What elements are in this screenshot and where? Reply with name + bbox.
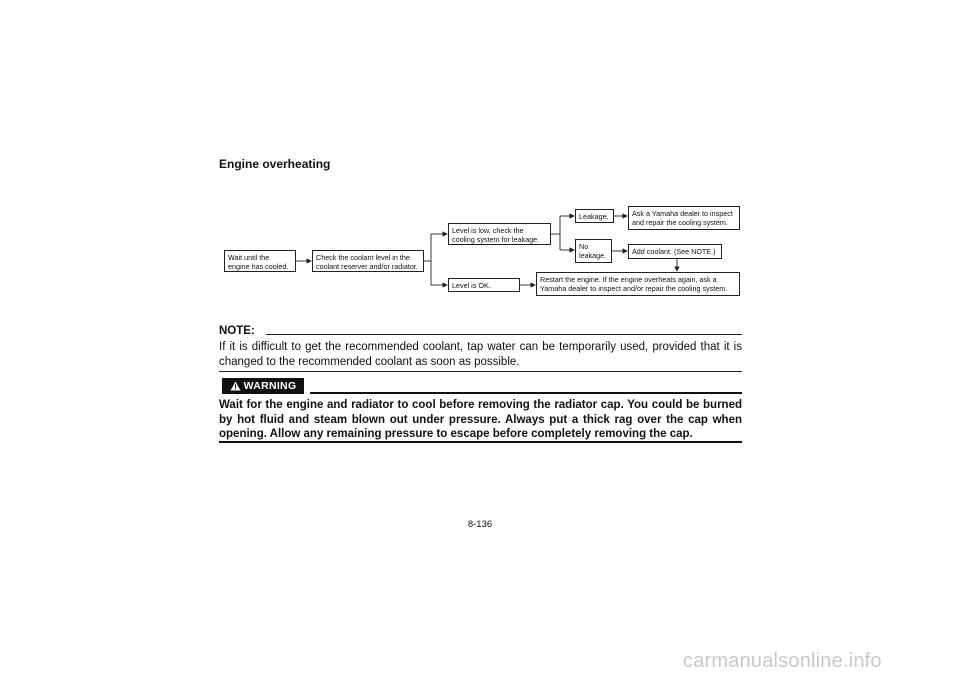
note-label: NOTE: bbox=[219, 325, 255, 337]
flow-box-add-coolant: Add coolant. (See NOTE.) bbox=[628, 244, 722, 259]
warning-triangle-icon bbox=[230, 381, 241, 391]
flow-box-leakage: Leakage. bbox=[575, 209, 614, 223]
note-text: If it is difficult to get the recommended coolant, tap water can be temporarily used, provided that it is changed to the recommended coolant as soon as possible. bbox=[219, 341, 742, 368]
note-end-rule bbox=[219, 371, 742, 372]
note-rule bbox=[266, 334, 742, 335]
flow-box-check-coolant: Check the coolant level in the coolant reserver and/or radiator. bbox=[312, 250, 424, 272]
warning-label: WARNING bbox=[243, 380, 297, 392]
section-title: Engine overheating bbox=[219, 157, 331, 171]
watermark: carmanualsonline.info bbox=[683, 650, 882, 672]
flow-box-level-low: Level is low, check the cooling system for leakage. bbox=[448, 223, 551, 245]
warning-text: Wait for the engine and radiator to cool before removing the radiator cap. You could be burned by hot fluid and steam blown out under pressure. Always put a thick rag over the cap when opening. Allow any remaining pressure to escape before completely removing the cap. bbox=[219, 399, 742, 441]
warning-badge bbox=[222, 378, 304, 394]
page-number: 8-136 bbox=[467, 519, 493, 530]
warning-rule bbox=[310, 392, 742, 394]
flow-box-wait: Wait until the engine has cooled. bbox=[224, 250, 296, 272]
flow-box-restart: Restart the engine. If the engine overheats again, ask a Yamaha dealer to inspect and/or repair the cooling system. bbox=[536, 272, 740, 296]
flow-box-no-leakage: No leakage. bbox=[575, 239, 612, 263]
flow-box-level-ok: Level is OK. bbox=[448, 278, 520, 292]
warning-end-rule bbox=[219, 441, 742, 443]
flow-box-ask-dealer: Ask a Yamaha dealer to inspect and repair the cooling system. bbox=[628, 206, 740, 230]
